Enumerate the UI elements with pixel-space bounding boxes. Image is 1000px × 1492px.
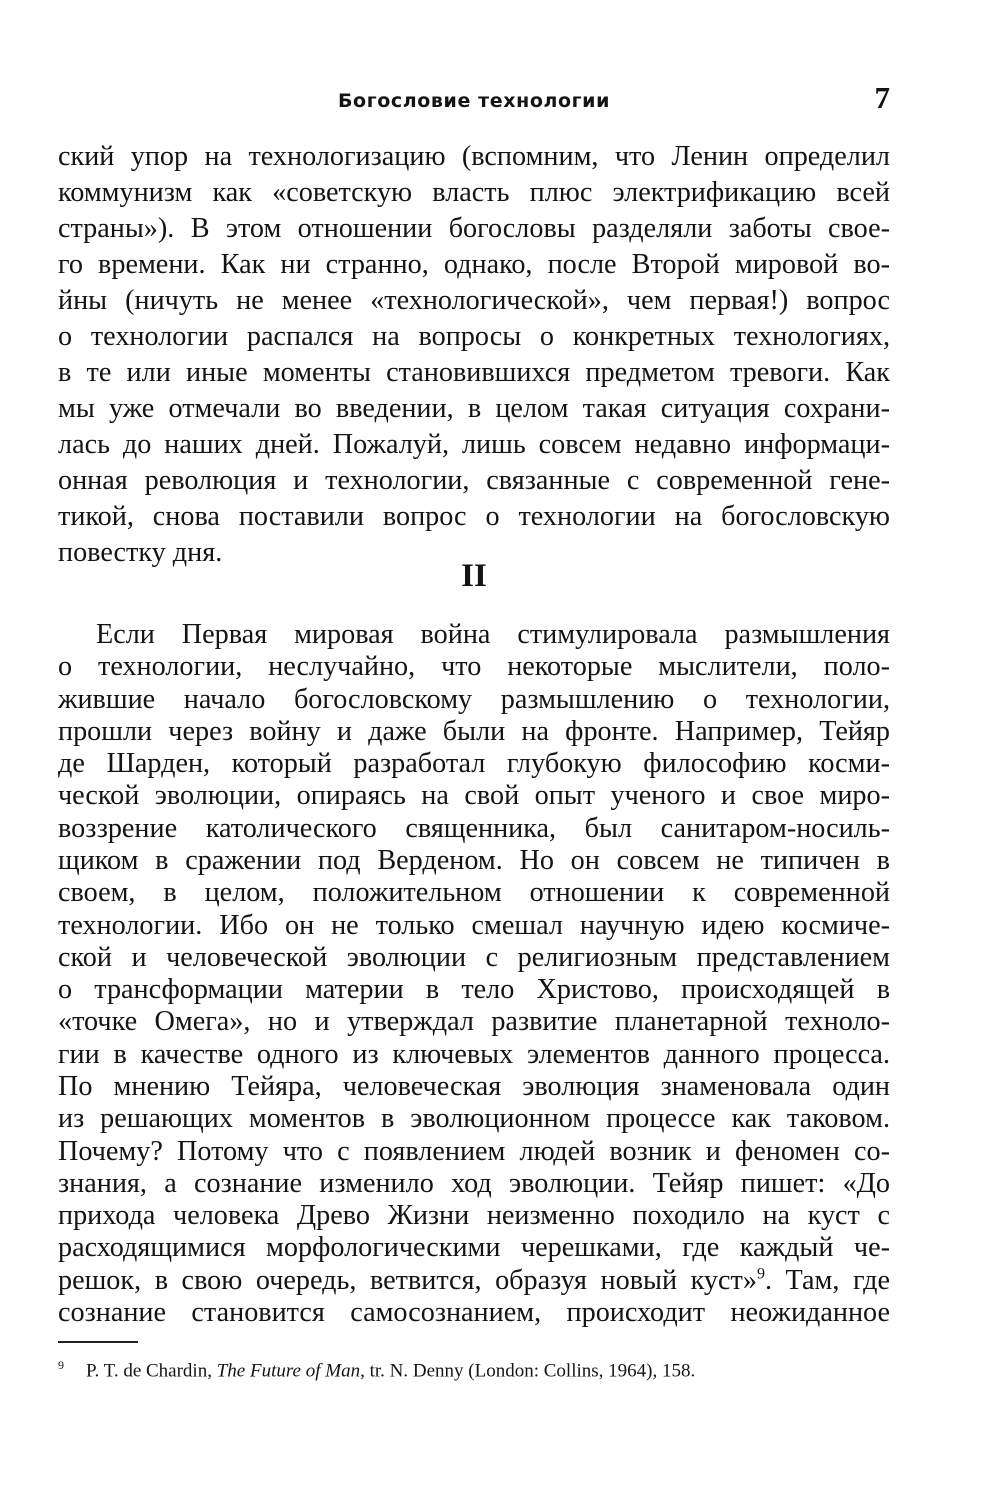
footnote-marker: 9 — [58, 1358, 64, 1372]
text-line — [58, 1264, 890, 1298]
text-line: лась до наших дней. Пожалуй, лишь совсем недавно информаци- — [58, 429, 890, 460]
page-number: 7 — [874, 80, 890, 115]
text-line: Почему? Потому что с появлением людей возник и феномен со- — [58, 1136, 890, 1167]
text-line: «точке Омега», но и утверждал развитие планетарной техноло- — [58, 1006, 890, 1037]
text-line: сознание становится самосознанием, происходит неожиданное — [58, 1297, 890, 1328]
text-line: щиком в сражении под Верденом. Но он совсем не типичен в — [58, 845, 890, 876]
text-line: о технологии, неслучайно, что некоторые мыслители, поло- — [58, 651, 890, 682]
footnote-rule — [58, 1341, 138, 1343]
text-line: страны»). В этом отношении богословы разделяли заботы свое- — [58, 213, 890, 244]
text-line: го времени. Как ни странно, однако, после Второй мировой во- — [58, 249, 890, 280]
text-line: знания, а сознание изменило ход эволюции. Тейяр пишет: «До — [58, 1168, 890, 1199]
text-line: гии в качестве одного из ключевых элементов данного процесса. — [58, 1039, 890, 1070]
text-segment: решок, в свою очередь, ветвится, образуя новый куст» — [58, 1265, 757, 1296]
text-line: расходящимися морфологическими черешками, где каждый че- — [58, 1232, 890, 1263]
text-line: воззрение католического священника, был санитаром-носиль- — [58, 813, 890, 844]
text-segment: . Там, где — [764, 1265, 890, 1296]
text-line: коммунизм как «советскую власть плюс электрификацию всей — [58, 177, 890, 208]
text-line: повестку дня. — [58, 537, 223, 568]
footnote-book-title: The Future of Man — [216, 1360, 361, 1382]
footnote — [58, 1352, 890, 1384]
text-line: ский упор на технологизацию (вспомним, что Ленин определил — [58, 141, 890, 172]
text-line: ческой эволюции, опираясь на свой опыт ученого и свое миро- — [58, 780, 890, 811]
text-line: прихода человека Древо Жизни неизменно походило на куст с — [58, 1200, 890, 1231]
text-line: мы уже отмечали во введении, в целом такая ситуация сохрани- — [58, 393, 890, 424]
footnote-details: , tr. N. Denny (London: Collins, 1964), 158. — [360, 1360, 696, 1382]
text-line: своем, в целом, положительном отношении к современной — [58, 877, 890, 908]
running-head — [58, 80, 890, 122]
text-line: онная революция и технологии, связанные с современной гене- — [58, 465, 890, 496]
text-line: о технологии распался на вопросы о конкретных технологиях, — [58, 321, 890, 352]
text-line: тикой, снова поставили вопрос о технологии на богословскую — [58, 501, 890, 532]
text-line: де Шарден, который разработал глубокую философию косми- — [58, 748, 890, 779]
text-line: йны (ничуть не менее «технологической», чем первая!) вопрос — [58, 285, 890, 316]
footnote-reference: 9 — [756, 1265, 765, 1283]
text-line: ской и человеческой эволюции с религиозным представлением — [58, 942, 890, 973]
text-line: По мнению Тейяра, человеческая эволюция знаменовала один — [58, 1071, 890, 1102]
section-number: II — [461, 558, 487, 594]
text-line: технологии. Ибо он не только смешал научную идею космиче- — [58, 910, 890, 941]
text-line: о трансформации материи в тело Христово, происходящей в — [58, 974, 890, 1005]
text-line: прошли через войну и даже были на фронте. Например, Тейяр — [58, 716, 890, 747]
running-title: Богословие технологии — [337, 90, 611, 112]
text-line: Если Первая мировая война стимулировала размышления — [96, 619, 890, 650]
footnote-author: P. T. de Chardin, — [86, 1360, 217, 1382]
text-line: жившие начало богословскому размышлению о технологии, — [58, 684, 890, 715]
text-line: из решающих моментов в эволюционном процессе как таковом. — [58, 1103, 890, 1134]
text-line: в те или иные моменты становившихся предметом тревоги. Как — [58, 357, 890, 388]
